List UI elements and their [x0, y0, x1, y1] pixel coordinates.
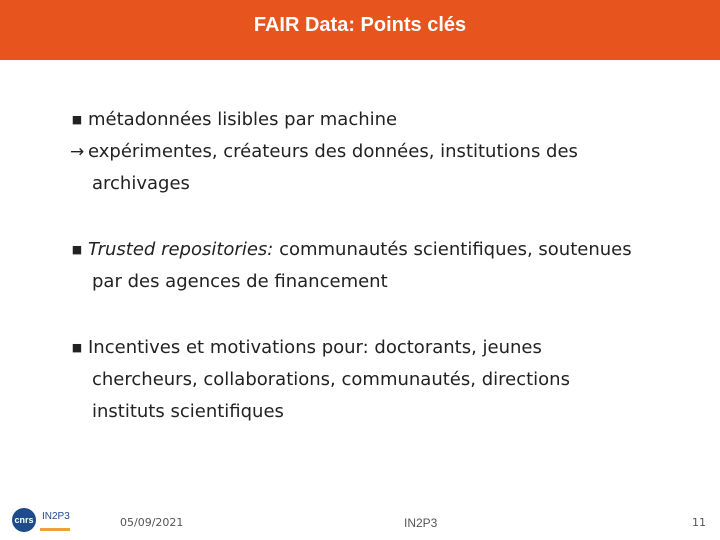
bullet-2-text-2: par des agences de financement	[92, 271, 388, 292]
bullet-1-text: métadonnées lisibles par machine	[88, 109, 398, 130]
bullet-2-line-2	[70, 266, 690, 298]
spacer	[70, 200, 690, 234]
footer-date: 05/09/2021	[120, 516, 184, 529]
bullet-3-line	[70, 332, 690, 364]
arrow-text-1: expérimentes, créateurs des données, institutions des	[88, 141, 578, 162]
bullet-3-line-3	[70, 396, 690, 428]
arrow-line-1	[70, 136, 690, 168]
footer-center: IN2P3	[404, 516, 438, 530]
cnrs-logo-icon: cnrs	[12, 508, 36, 532]
bullet-3-text: Incentives et motivations pour: doctorants, jeunes	[88, 337, 542, 358]
bullet-2-text: communautés scientifiques, soutenues	[273, 239, 632, 260]
bullet-3-text-2: chercheurs, collaborations, communautés, directions	[92, 369, 570, 390]
page-number: 11	[692, 516, 706, 529]
square-bullet-icon: ■	[71, 113, 83, 126]
arrow-text-2: archivages	[92, 173, 190, 194]
bullet-2-italic: Trusted repositories:	[88, 239, 274, 260]
slide-title: FAIR Data: Points clés	[253, 13, 467, 36]
bullet-3-text-3: instituts scientifiques	[92, 401, 284, 422]
bullet-2-line	[70, 234, 690, 266]
cnrs-in2p3-logo	[12, 508, 76, 536]
square-bullet-icon: ■	[71, 341, 83, 354]
bullet-3-line-2	[70, 364, 690, 396]
title-bar	[0, 0, 720, 60]
arrow-line-2	[70, 168, 690, 200]
logo-label: IN2P3	[42, 511, 70, 522]
logo-underline	[40, 528, 70, 531]
bullet-1-line	[70, 104, 690, 136]
square-bullet-icon: ■	[71, 243, 83, 256]
spacer	[70, 298, 690, 332]
slide-content	[70, 104, 690, 428]
arrow-right-icon: →	[70, 142, 85, 162]
